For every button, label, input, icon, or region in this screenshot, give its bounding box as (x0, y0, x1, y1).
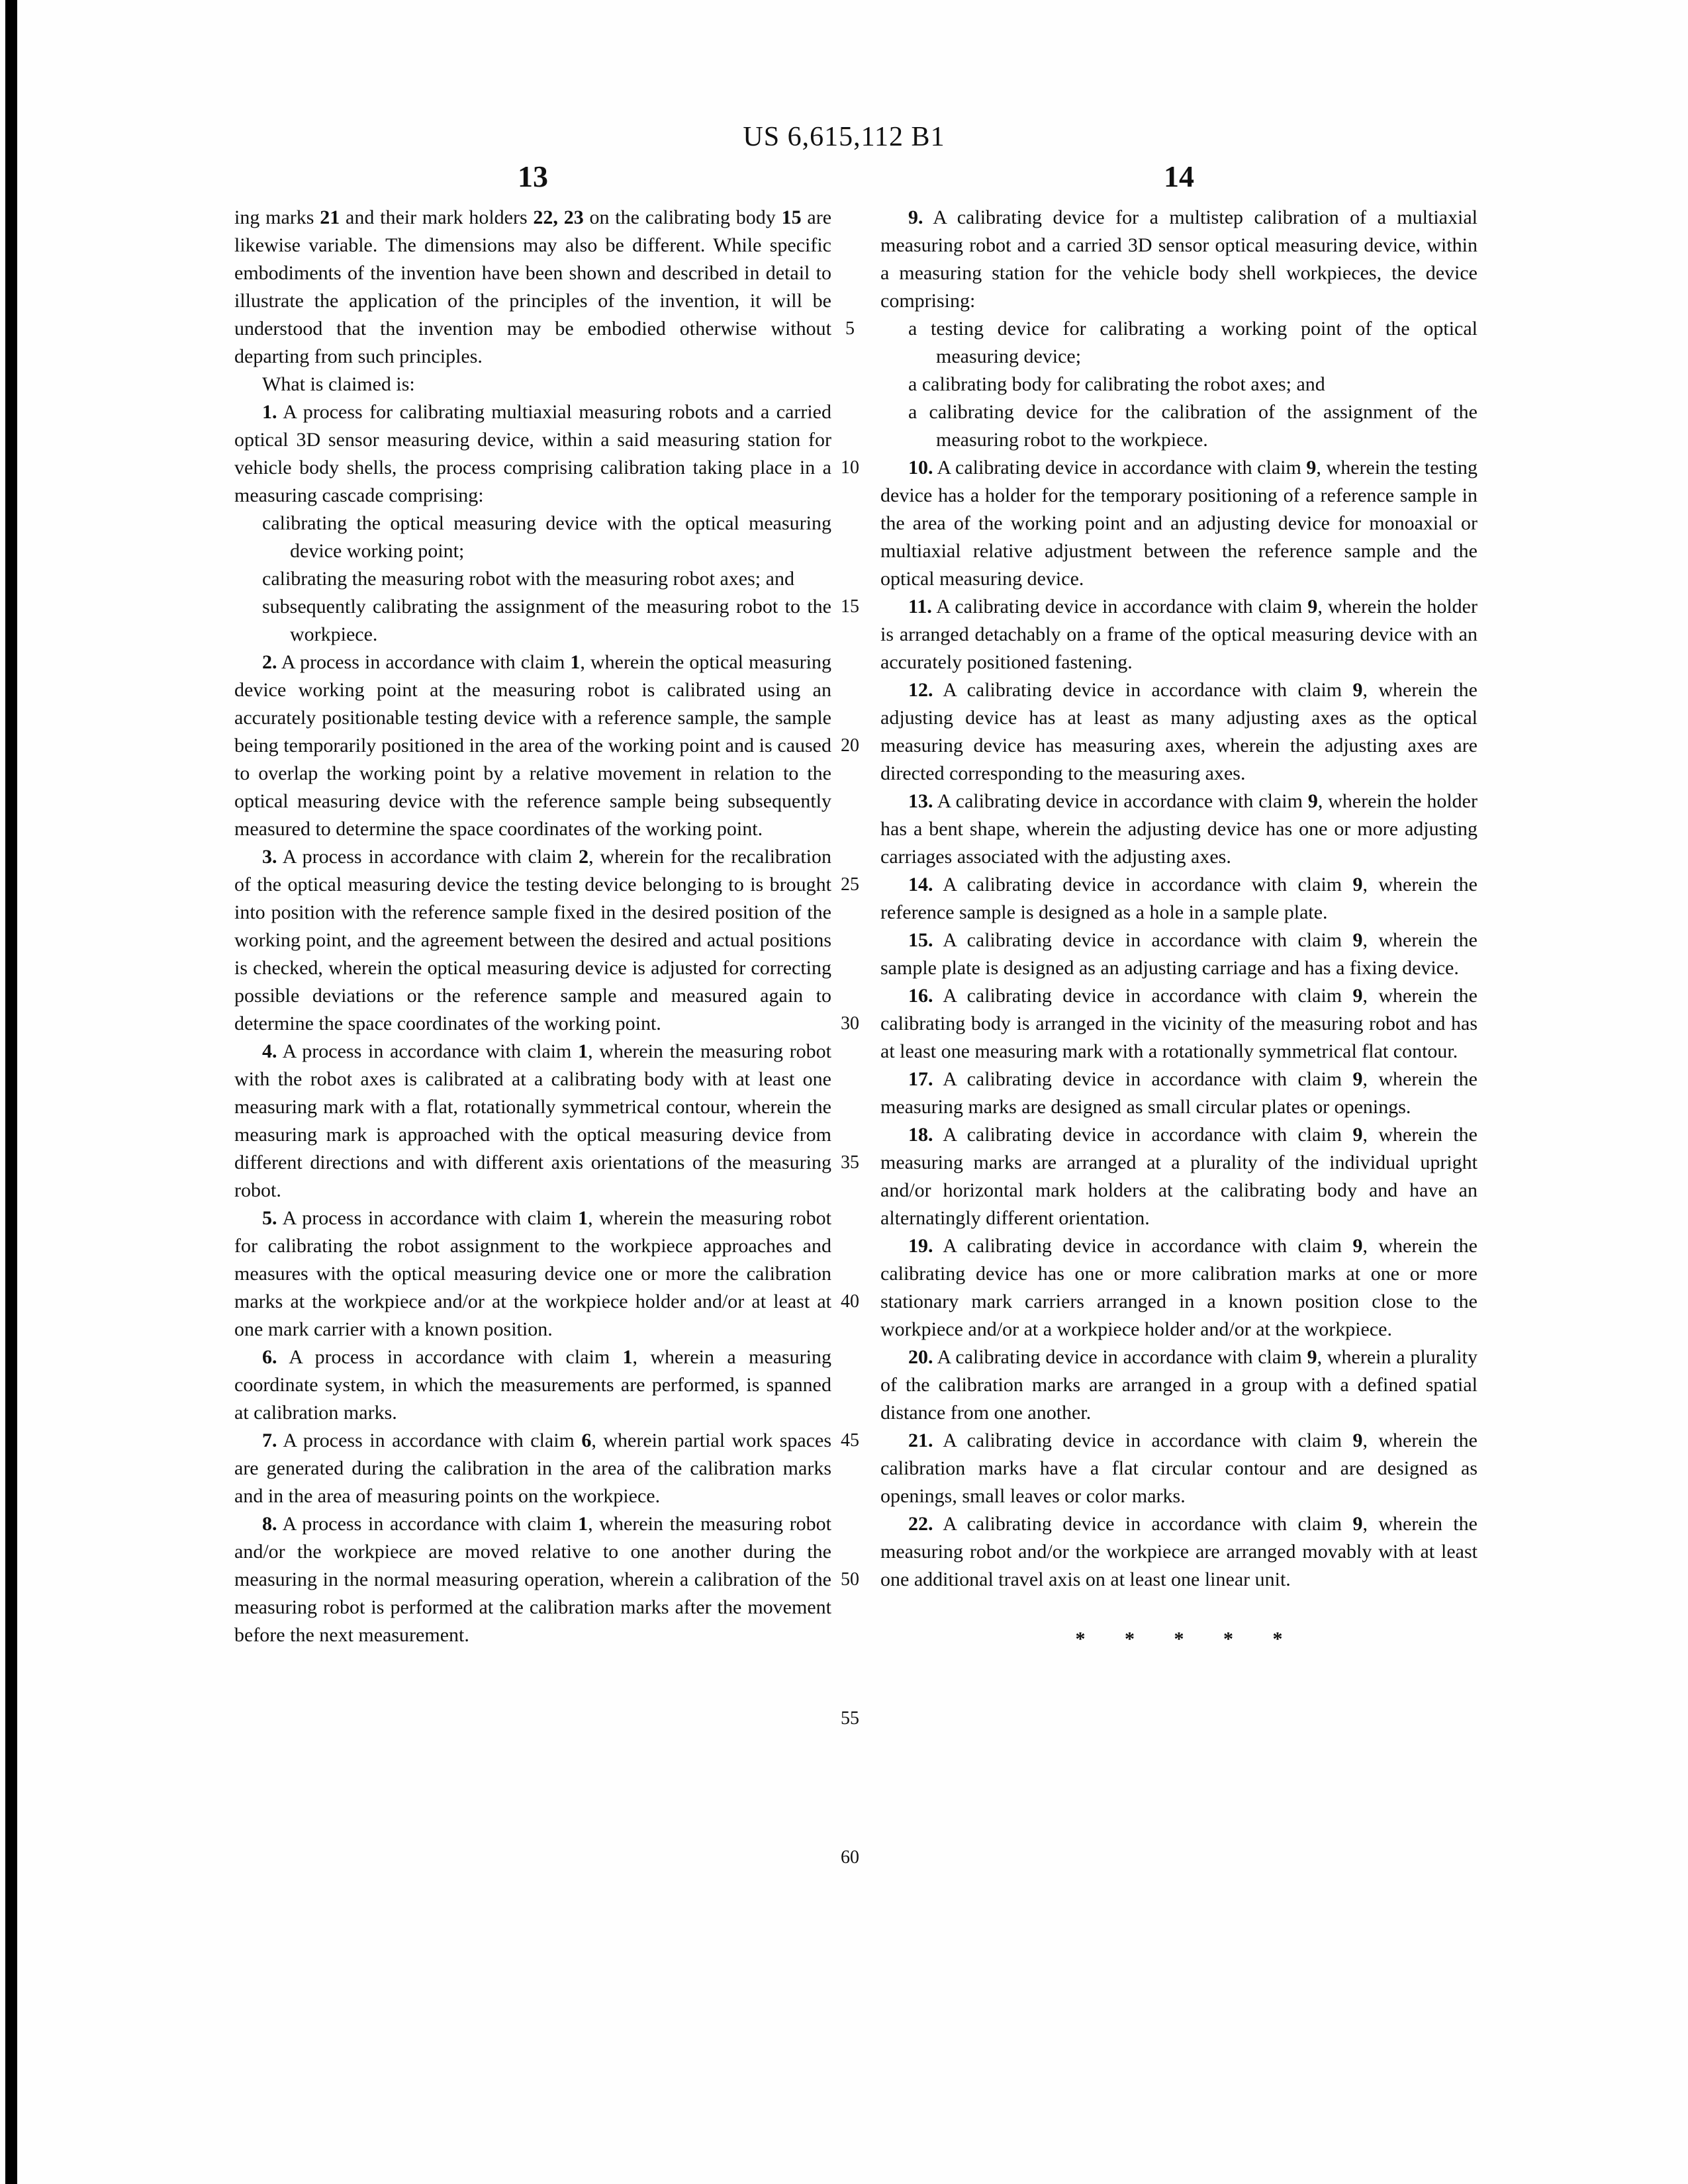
intro-continuation: ing marks 21 and their mark holders 22, 23 on the calibrating body 15 are likewise variable. The dimensions may also be different. While specific embodiments of the invention have been shown and described in detail to illustrate the application of the principles of the invention, it will be understood that the invention may be embodied otherwise without departing from such principles. (234, 206, 832, 367)
what-is-claimed: What is claimed is: (262, 373, 415, 395)
claim-7: 7. A process in accordance with claim 6, wherein partial work spaces are generated during the calibration in the area of the calibration marks and in the area of measuring points on the workpiece. (234, 1430, 831, 1507)
end-of-claims-stars: * * * * * (1075, 1628, 1283, 1650)
claim-15: 15. A calibrating device in accordance with claim 9, wherein the sample plate is designed as an adjusting carriage and has a fixing device. (880, 929, 1477, 979)
claim-3: 3. A process in accordance with claim 2, wherein for the recalibration of the optical measuring device the testing device belonging to is brought into position with the reference sample fixed in the desired position of the working point, and the agreement between the desired and actual positions is checked, wherein the optical measuring device is adjusted for correcting possible deviations or the reference sample and measured again to determine the space coordinates of the working point. (234, 846, 831, 1034)
claim-10: 10. A calibrating device in accordance with claim 9, wherein the testing device has a holder for the temporary positioning of a reference sample in the area of the working point and an adjusting device for monoaxial or multiaxial relative adjustment between the reference sample and the optical measuring device. (880, 457, 1477, 590)
claim-1-step-2: calibrating the measuring robot with the measuring robot axes; and (262, 568, 794, 590)
line-number: 25 (841, 874, 859, 895)
claim-18: 18. A calibrating device in accordance with claim 9, wherein the measuring marks are arranged at a plurality of the individual upright and/or horizontal mark holders at the calibrating body and have an alternatingly different orientation. (880, 1124, 1477, 1229)
claim-1-step-3: subsequently calibrating the assignment of the measuring robot to the workpiece. (262, 596, 831, 645)
line-number: 55 (841, 1708, 859, 1729)
claim-20: 20. A calibrating device in accordance with claim 9, wherein a plurality of the calibration marks are arranged in a group with a defined spatial distance from one another. (880, 1346, 1477, 1424)
claim-22: 22. A calibrating device in accordance with claim 9, wherein the measuring robot and/or the workpiece are arranged movably with at least one additional travel axis on at least one linear unit. (880, 1513, 1477, 1590)
claim-1-step-1: calibrating the optical measuring device with the optical measuring device working point; (262, 512, 831, 562)
claim-17: 17. A calibrating device in accordance with claim 9, wherein the measuring marks are designed as small circular plates or openings. (880, 1068, 1477, 1118)
claim-9: 9. A calibrating device for a multistep calibration of a multiaxial measuring robot and a carried 3D sensor optical measuring device, within a measuring station for the vehicle body shell workpieces, the device comprising: (880, 206, 1477, 312)
column-number-left: 13 (518, 159, 548, 193)
line-number: 45 (841, 1430, 859, 1451)
claim-13: 13. A calibrating device in accordance with claim 9, wherein the holder has a bent shape, wherein the adjusting device has one or more adjusting carriages associated with the adjusting axes. (880, 790, 1477, 868)
line-number: 40 (841, 1291, 859, 1312)
claim-9-element-2: a calibrating body for calibrating the robot axes; and (908, 373, 1325, 395)
claim-5: 5. A process in accordance with claim 1, wherein the measuring robot for calibrating the robot assignment to the workpiece approaches and measures with the optical measuring device one or more the calibration marks at the workpiece and/or at the workpiece holder and/or at least at one mark carrier with a known position. (234, 1207, 832, 1340)
line-number-gutter (826, 0, 874, 2184)
claim-14: 14. A calibrating device in accordance with claim 9, wherein the reference sample is designed as a hole in a sample plate. (880, 874, 1477, 923)
claim-16: 16. A calibrating device in accordance with claim 9, wherein the calibrating body is arranged in the vicinity of the measuring robot and has at least one measuring mark with a rotationally symmetrical flat contour. (880, 985, 1477, 1062)
claim-2: 2. A process in accordance with claim 1, wherein the optical measuring device working point at the measuring robot is calibrated using an accurately positionable testing device with a reference sample, the sample being temporarily positioned in the area of the working point and is caused to overlap the working point by a relative movement in relation to the optical measuring device with the reference sample being subsequently measured to determine the space coordinates of the working point. (234, 651, 832, 840)
line-number: 20 (841, 735, 859, 756)
column-right-text (880, 204, 1477, 1653)
line-number: 35 (841, 1152, 859, 1173)
line-number: 10 (841, 457, 859, 478)
claim-12: 12. A calibrating device in accordance with claim 9, wherein the adjusting device has at least as many adjusting axes as the optical measuring device has measuring axes, wherein the adjusting axes are directed corresponding to the measuring axes. (880, 679, 1477, 784)
column-left (234, 161, 831, 1649)
claim-9-element-1: a testing device for calibrating a working point of the optical measuring device; (908, 318, 1477, 367)
claim-21: 21. A calibrating device in accordance with claim 9, wherein the calibration marks have a flat circular contour and are designed as openings, small leaves or color marks. (880, 1430, 1477, 1507)
claim-1: 1. A process for calibrating multiaxial measuring robots and a carried optical 3D sensor measuring device, within a said measuring station for vehicle body shells, the process comprising calibration taking place in a measuring cascade comprising: (234, 401, 831, 506)
line-number: 50 (841, 1569, 859, 1590)
column-number-right: 14 (1164, 159, 1194, 193)
claim-8: 8. A process in accordance with claim 1, wherein the measuring robot and/or the workpiece are moved relative to one another during the measuring in the normal measuring operation, wherein a calibration of the measuring robot is performed at the calibration marks after the movement before the next measurement. (234, 1513, 832, 1646)
line-number: 60 (841, 1847, 859, 1868)
claim-6: 6. A process in accordance with claim 1, wherein a measuring coordinate system, in which the measurements are performed, is spanned at calibration marks. (234, 1346, 832, 1424)
column-left-text (234, 204, 831, 1649)
line-number: 15 (841, 596, 859, 617)
column-right (880, 161, 1477, 1653)
patent-number-header: US 6,615,112 B1 (743, 122, 945, 152)
claim-9-element-3: a calibrating device for the calibration of the assignment of the measuring robot to the workpiece. (908, 401, 1477, 451)
claim-11: 11. A calibrating device in accordance with claim 9, wherein the holder is arranged detachably on a frame of the optical measuring device with an accurately positioned fastening. (880, 596, 1477, 673)
claim-19: 19. A calibrating device in accordance with claim 9, wherein the calibrating device has one or more calibration marks at one or more stationary mark carriers arranged in a known position close to the workpiece and/or at a workpiece holder and/or at the workpiece. (880, 1235, 1477, 1340)
line-number: 30 (841, 1013, 859, 1034)
line-number: 5 (845, 318, 855, 339)
scan-edge-artifact (5, 0, 17, 2184)
claim-4: 4. A process in accordance with claim 1, wherein the measuring robot with the robot axes is calibrated at a calibrating body with at least one measuring mark with a flat, rotationally symmetrical contour, wherein the measuring mark is approached with the optical measuring device from different directions and with different axis orientations of the measuring robot. (234, 1040, 832, 1201)
